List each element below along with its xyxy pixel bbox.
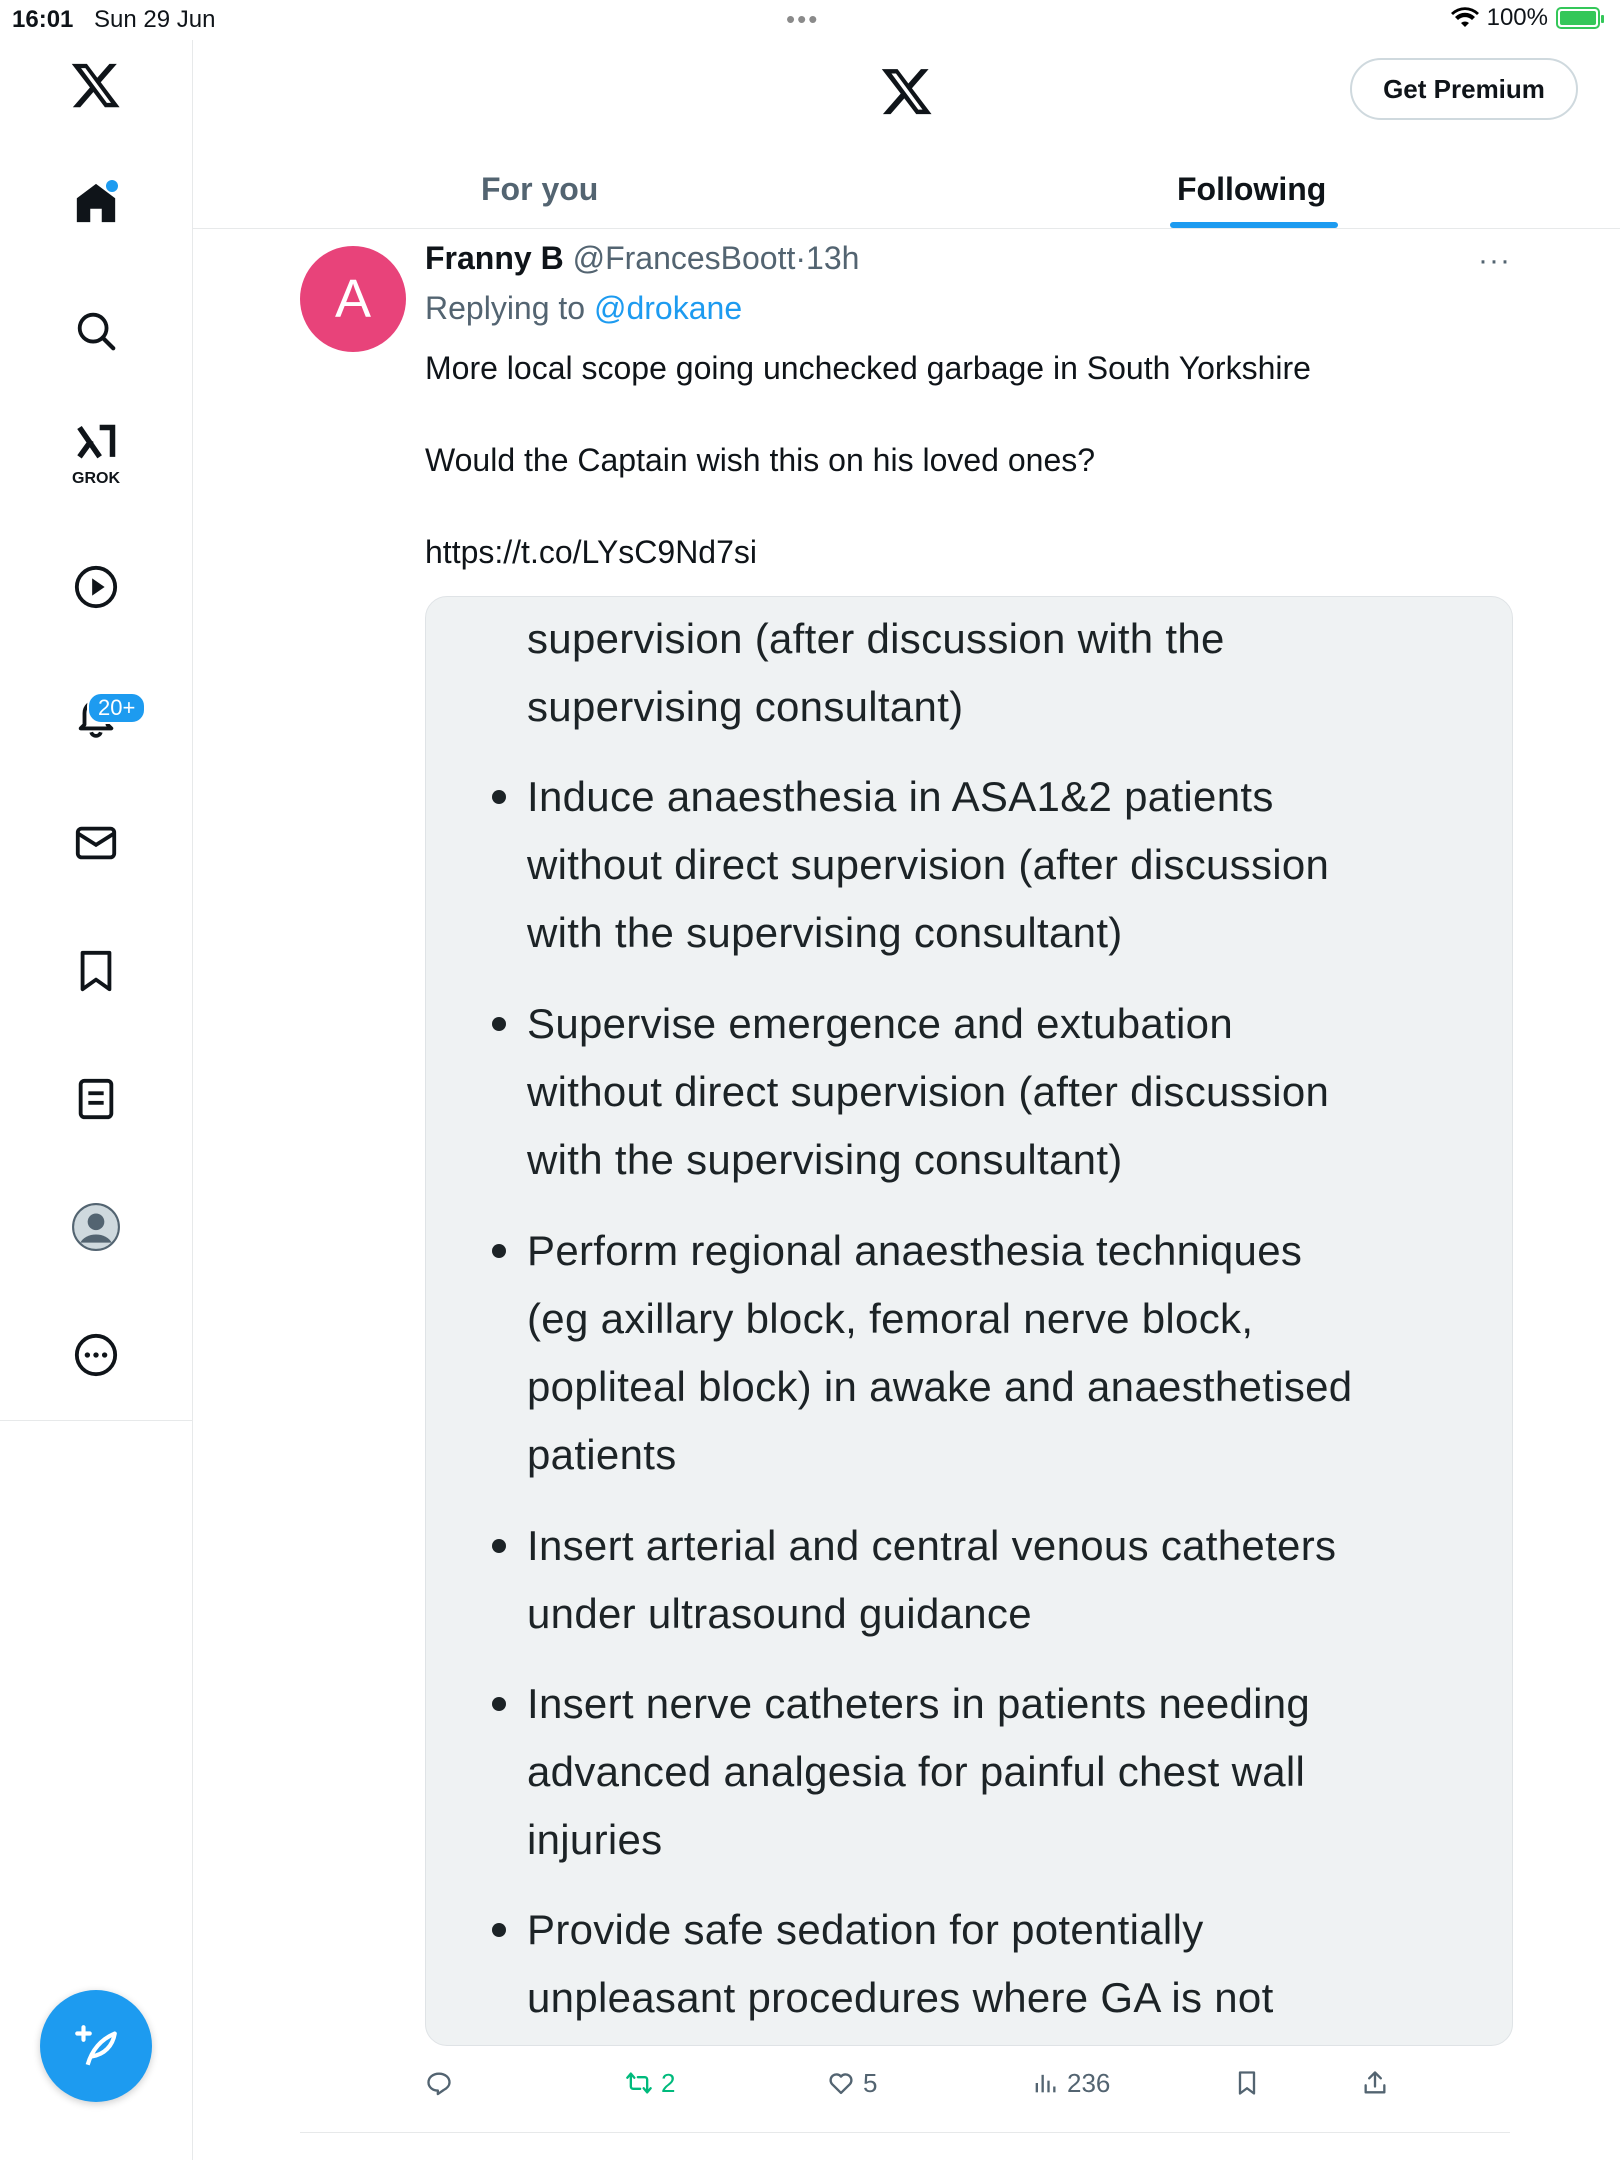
profile-avatar-icon bbox=[71, 1202, 121, 1252]
image-text-line: supervising consultant) bbox=[527, 683, 964, 730]
tweet-author-name[interactable]: Franny B bbox=[425, 240, 564, 276]
sidebar-item-explore[interactable] bbox=[0, 286, 192, 376]
status-time: 16:01 bbox=[12, 6, 74, 33]
get-premium-button[interactable]: Get Premium bbox=[1350, 58, 1578, 120]
replying-mention[interactable]: @drokane bbox=[593, 290, 743, 326]
tab-following[interactable]: Following bbox=[1177, 170, 1327, 207]
envelope-icon bbox=[73, 820, 119, 866]
image-text-line: supervision (after discussion with the bbox=[527, 615, 1225, 662]
tweet-header bbox=[425, 240, 859, 277]
image-text-line: (eg axillary block, femoral nerve block, bbox=[527, 1295, 1254, 1342]
tweet-timestamp[interactable]: 13h bbox=[806, 240, 860, 276]
search-icon bbox=[73, 308, 119, 354]
like-count: 5 bbox=[863, 2067, 878, 2098]
compose-feather-icon bbox=[71, 2021, 121, 2071]
retweet-count: 2 bbox=[661, 2067, 676, 2098]
tweet-text-line: Would the Captain wish this on his loved ones? bbox=[425, 442, 1096, 478]
status-bar bbox=[0, 0, 1620, 40]
image-text-line: Supervise emergence and extubation bbox=[527, 1000, 1233, 1047]
retweet-button[interactable] bbox=[625, 2060, 675, 2106]
image-text-line: unpleasant procedures where GA is not bbox=[527, 1974, 1274, 2021]
x-logo-icon bbox=[70, 59, 122, 111]
grok-label: GROK bbox=[72, 470, 120, 487]
tweet-actions bbox=[425, 2060, 1535, 2106]
image-text-line: patients bbox=[527, 1431, 677, 1478]
reply-button[interactable] bbox=[425, 2060, 453, 2106]
sidebar-item-home[interactable] bbox=[0, 158, 192, 248]
image-text-line: Perform regional anaesthesia techniques bbox=[527, 1227, 1303, 1274]
like-button[interactable] bbox=[827, 2060, 877, 2106]
bullet-dot bbox=[492, 1923, 506, 1937]
reply-icon bbox=[425, 2069, 453, 2097]
tweet-separator: · bbox=[795, 240, 807, 276]
image-text-line: Provide safe sedation for potentially bbox=[527, 1906, 1204, 1953]
sidebar-item-lists[interactable] bbox=[0, 1054, 192, 1144]
replying-prefix: Replying to bbox=[425, 290, 586, 326]
bullet-dot bbox=[492, 1697, 506, 1711]
bookmark-icon bbox=[1233, 2069, 1261, 2097]
image-text-line: Induce anaesthesia in ASA1&2 patients bbox=[527, 773, 1274, 820]
image-text-line: with the supervising consultant) bbox=[527, 1136, 1123, 1183]
image-text-line: without direct supervision (after discussion bbox=[527, 1068, 1330, 1115]
tab-active-indicator bbox=[1170, 222, 1338, 228]
image-text-line: without direct supervision (after discussion bbox=[527, 841, 1330, 888]
play-icon bbox=[73, 564, 119, 610]
views-button[interactable] bbox=[1031, 2060, 1110, 2106]
sidebar-item-video[interactable] bbox=[0, 542, 192, 632]
tweet-more-icon[interactable]: ··· bbox=[1478, 244, 1511, 277]
bookmark-icon bbox=[73, 948, 119, 994]
views-count: 236 bbox=[1067, 2067, 1111, 2098]
image-text-line: Insert nerve catheters in patients needing bbox=[527, 1680, 1311, 1727]
share-icon bbox=[1361, 2069, 1389, 2097]
tweet-divider bbox=[300, 2132, 1510, 2133]
sidebar-divider bbox=[192, 1420, 193, 2160]
bullet-dot bbox=[492, 790, 506, 804]
sidebar-nav bbox=[0, 40, 193, 1421]
sidebar-item-grok[interactable] bbox=[0, 408, 192, 498]
tweet-image[interactable] bbox=[425, 596, 1513, 2046]
tweet-link[interactable]: https://t.co/LYsC9Nd7si bbox=[425, 534, 757, 570]
image-text-line: with the supervising consultant) bbox=[527, 909, 1123, 956]
battery-percent: 100% bbox=[1486, 4, 1548, 31]
compose-button[interactable] bbox=[40, 1990, 152, 2102]
image-text-line: injuries bbox=[527, 1816, 663, 1863]
bookmark-button[interactable] bbox=[1233, 2060, 1261, 2106]
bullet-dot bbox=[492, 1539, 506, 1553]
image-text-line: popliteal block) in awake and anaesthetised bbox=[527, 1363, 1353, 1410]
wifi-icon bbox=[1451, 7, 1479, 29]
timeline-tabs bbox=[193, 150, 1620, 229]
sidebar-item-notifications[interactable] bbox=[0, 670, 192, 760]
sidebar-item-messages[interactable] bbox=[0, 798, 192, 888]
image-text-line: under ultrasound guidance bbox=[527, 1590, 1032, 1637]
home-unread-dot bbox=[106, 180, 118, 192]
sidebar-item-profile[interactable] bbox=[0, 1182, 192, 1272]
replying-to bbox=[425, 290, 742, 327]
multitasking-dots-icon[interactable]: ••• bbox=[786, 4, 820, 34]
notifications-badge: 20+ bbox=[87, 692, 146, 724]
heart-icon bbox=[827, 2069, 855, 2097]
image-text-line: Insert arterial and central venous catheters bbox=[527, 1522, 1337, 1569]
tweet-author-handle[interactable]: @FrancesBoott bbox=[572, 240, 796, 276]
bullet-dot bbox=[492, 1244, 506, 1258]
tab-for-you[interactable]: For you bbox=[481, 170, 599, 207]
sidebar-item-bookmarks[interactable] bbox=[0, 926, 192, 1016]
retweet-icon bbox=[625, 2069, 653, 2097]
grok-icon bbox=[71, 422, 121, 466]
x-logo-button[interactable] bbox=[0, 40, 192, 130]
image-text-line: advanced analgesia for painful chest wall bbox=[527, 1748, 1306, 1795]
bullet-dot bbox=[492, 1017, 506, 1031]
more-circle-icon bbox=[73, 1332, 119, 1378]
tweet-text-line: More local scope going unchecked garbage in South Yorkshire bbox=[425, 350, 1311, 386]
battery-icon bbox=[1556, 7, 1600, 29]
x-logo-header[interactable] bbox=[880, 64, 934, 123]
x-logo-icon bbox=[880, 64, 934, 118]
list-icon bbox=[73, 1076, 119, 1122]
share-button[interactable] bbox=[1361, 2060, 1389, 2106]
sidebar-item-more[interactable] bbox=[0, 1310, 192, 1400]
tweet-author-avatar[interactable]: A bbox=[300, 246, 406, 352]
status-date: Sun 29 Jun bbox=[94, 6, 216, 33]
views-chart-icon bbox=[1031, 2069, 1059, 2097]
